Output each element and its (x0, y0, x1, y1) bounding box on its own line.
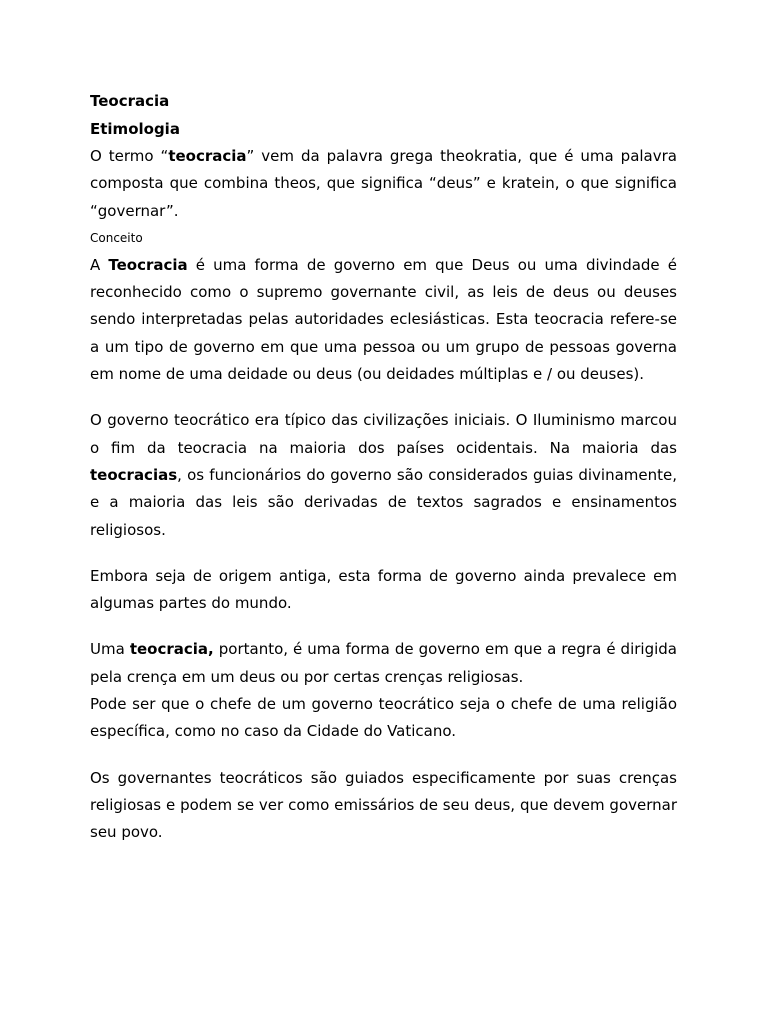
paragraph-text: é uma forma de governo em que Deus ou uma divindade é reconhecido como o supremo governante civil, as leis de deus ou deuses sendo interpretadas pelas autoridades eclesiásticas. Esta teocracia refere-se a um tipo de governo em que uma pessoa ou um grupo de pessoas governa em nome de uma deidade ou deus (ou deidades múltiplas e / ou deuses). (90, 255, 677, 384)
paragraph-definition (90, 636, 677, 691)
section-heading-etimologia: Etimologia (90, 119, 180, 138)
paragraph-text: , os funcionários do governo são considerados guias divinamente, e a maioria das leis são derivadas de textos sagrados e ensinamentos religiosos. (90, 465, 677, 539)
document-page (90, 88, 677, 847)
paragraph-text: O termo “ (90, 147, 169, 165)
bold-term: teocracias (90, 465, 178, 484)
paragraph-rulers: Os governantes teocráticos são guiados especificamente por suas crenças religiosas e podem se ver como emissários de seu deus, que devem governar seu povo. (90, 768, 677, 842)
concept-label: Conceito (90, 230, 143, 245)
paragraph-text: O governo teocrático era típico das civilizações iniciais. O Iluminismo marcou o fim da teocracia na maioria dos países ocidentais. Na maioria das (90, 411, 677, 457)
paragraph-text: portanto, é uma forma de governo em que a regra é dirigida pela crença em um deus ou por certas crenças religiosas. (90, 640, 677, 686)
paragraph-vatican: Pode ser que o chefe de um governo teocrático seja o chefe de uma religião específica, como no caso da Cidade do Vaticano. (90, 695, 677, 741)
bold-term: teocracia, (129, 640, 214, 659)
paragraph-prevalence: Embora seja de origem antiga, esta forma de governo ainda prevalece em algumas partes do mundo. (90, 566, 677, 613)
document-title: Teocracia (90, 92, 170, 110)
paragraph-history (90, 407, 677, 543)
bold-term: Teocracia (108, 255, 188, 274)
paragraph-text: ” vem da palavra grega theokratia, que é uma palavra composta que combina theos, que significa “deus” e kratein, o que significa “governar”. (90, 147, 677, 220)
paragraph-text: A (90, 255, 109, 274)
paragraph-text: Uma (90, 640, 130, 659)
paragraph-concept (90, 252, 677, 388)
paragraph-etymology (90, 143, 677, 225)
bold-term: teocracia (168, 147, 247, 165)
